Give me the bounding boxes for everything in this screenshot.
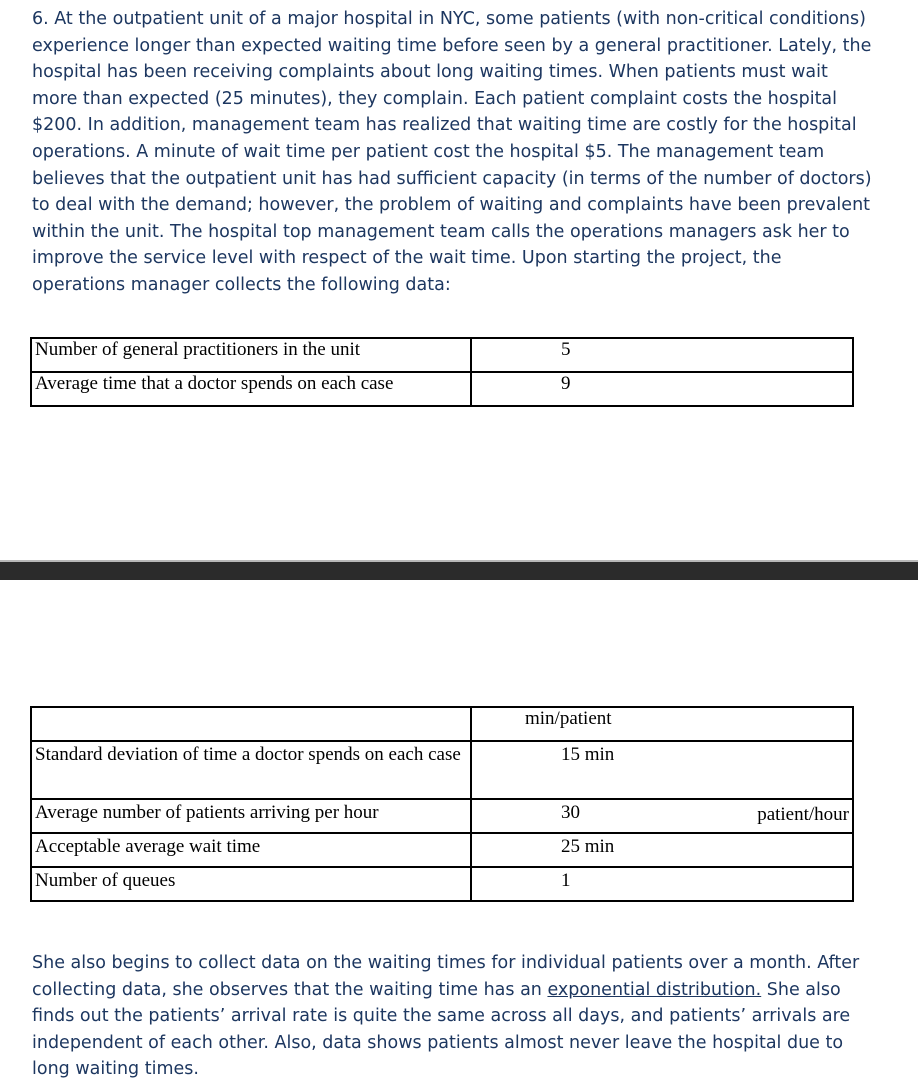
row-label: Standard deviation of time a doctor spends on each case [31, 741, 471, 799]
table-row [31, 707, 853, 741]
row-label: Number of queues [31, 867, 471, 901]
data-table-1 [30, 337, 854, 407]
row-label: Number of general practitioners in the unit [31, 338, 471, 372]
table-row [31, 741, 853, 799]
table-row [31, 372, 853, 406]
row-value: 9 [471, 372, 853, 406]
header-unit: min/patient [471, 707, 853, 741]
underlined-term: exponential distribution. [547, 979, 762, 1000]
row-label: Acceptable average wait time [31, 833, 471, 867]
closing-paragraph: She also begins to collect data on the waiting times for individual patients over a month. After collecting data, she observes that the waiting time has an exponential distribution. She also finds out the patients’ arrival rate is quite the same across all days, and patients’ arrivals are independent of each other. Also, data shows patients almost never leave the hospital due to long waiting times. [32, 953, 860, 1080]
row-value: 5 [471, 338, 853, 372]
table-row [31, 833, 853, 867]
table-row [31, 799, 853, 833]
row-label: Average number of patients arriving per hour [31, 799, 471, 833]
unit-label: patient/hour [757, 804, 849, 825]
row-label: Average time that a doctor spends on each case [31, 372, 471, 406]
table-row [31, 867, 853, 901]
data-table-2 [30, 706, 854, 902]
table-row [31, 338, 853, 372]
page-divider [0, 562, 918, 580]
problem-statement: 6. At the outpatient unit of a major hospital in NYC, some patients (with non-critical conditions) experience longer than expected waiting time before seen by a general practitioner. Lately, the hospital has been receiving complaints about long waiting times. When patients must wait more than expected (25 minutes), they complain. Each patient complaint costs the hospital $200. In addition, management team has realized that waiting time are costly for the hospital operations. A minute of wait time per patient cost the hospital $5. The management team believes that the outpatient unit has had sufficient capacity (in terms of the number of doctors) to deal with the demand; however, the problem of waiting and complaints have been prevalent within the unit. The hospital top management team calls the operations managers ask her to improve the service level with respect of the wait time. Upon starting the project, the operations manager collects the following data: [32, 9, 872, 295]
row-value: 30 patient/hour [471, 799, 853, 833]
row-value: 15 min [471, 741, 853, 799]
row-value: 1 [471, 867, 853, 901]
row-label [31, 707, 471, 741]
row-value: 25 min [471, 833, 853, 867]
